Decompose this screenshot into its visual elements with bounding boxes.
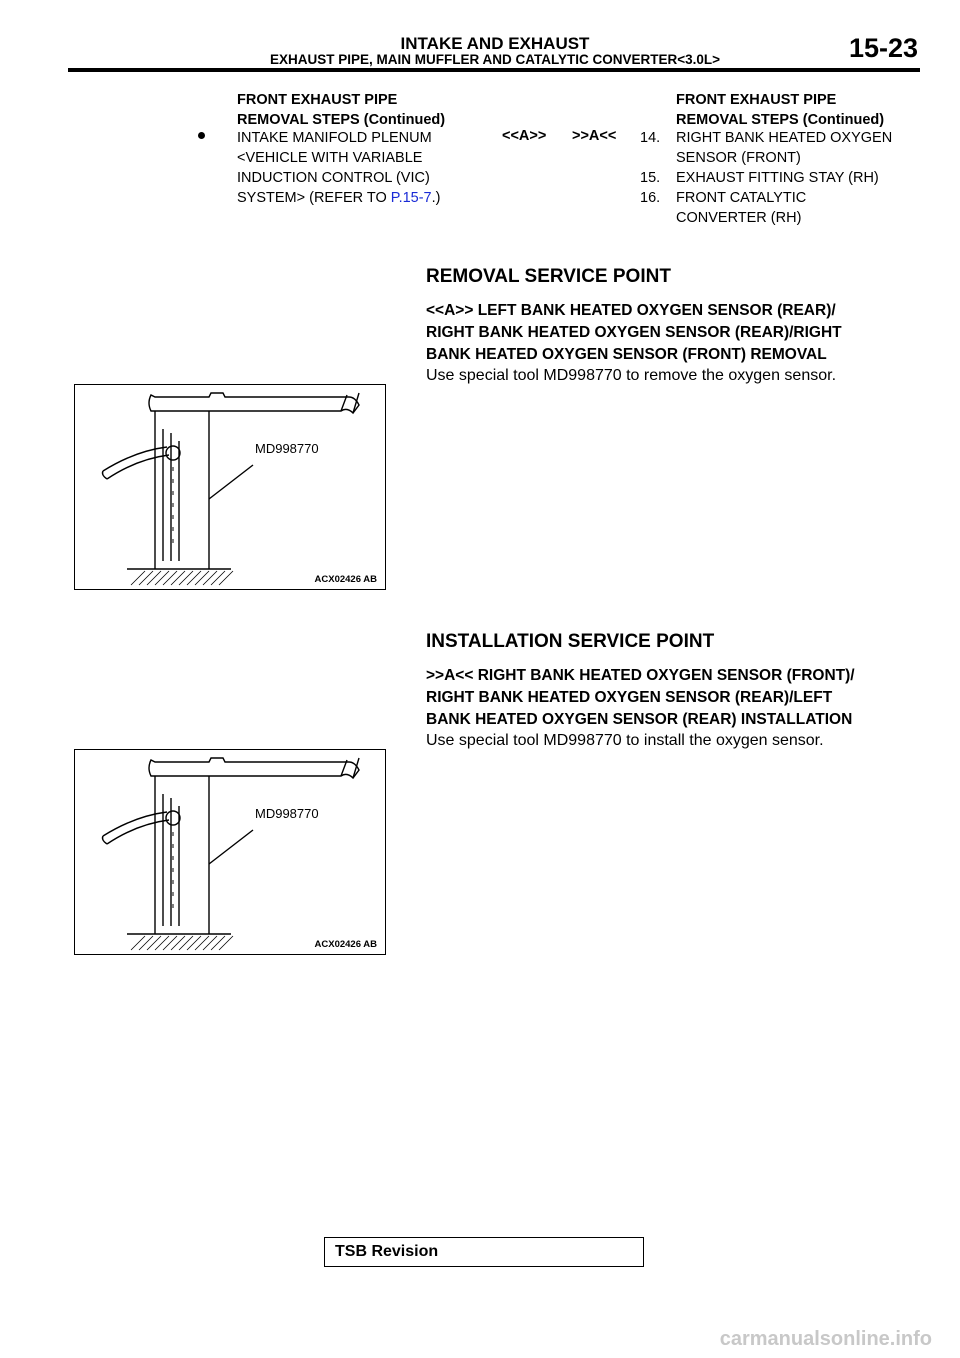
left-step-item: [237, 128, 440, 208]
section-subtitle: EXHAUST PIPE, MAIN MUFFLER AND CATALYTIC CONVERTER<3.0L>: [269, 52, 721, 67]
right-heading-line1: FRONT EXHAUST PIPE: [676, 92, 837, 108]
page-number: 15-23: [848, 33, 918, 63]
left-item-line1: INTAKE MANIFOLD PLENUM: [237, 130, 432, 146]
right-step-list: [640, 128, 892, 228]
step-text-cont: SENSOR (FRONT): [676, 150, 801, 166]
watermark: carmanualsonline.info: [719, 1328, 932, 1350]
step-number: 14.: [640, 130, 661, 146]
page-reference-link[interactable]: P.15-7: [390, 190, 432, 206]
installation-subheading: [426, 665, 926, 731]
tool-illustration: [75, 750, 387, 956]
left-item-line2: <VEHICLE WITH VARIABLE: [237, 150, 423, 166]
removal-heading: REMOVAL SERVICE POINT: [426, 266, 671, 287]
installation-figure: [74, 749, 386, 955]
installation-subheading-line: >>A<< RIGHT BANK HEATED OXYGEN SENSOR (FRONT)/: [426, 667, 855, 684]
step-text: EXHAUST FITTING STAY (RH): [676, 170, 879, 186]
installation-subheading-line: RIGHT BANK HEATED OXYGEN SENSOR (REAR)/LEFT: [426, 689, 833, 706]
removal-subheading-line: RIGHT BANK HEATED OXYGEN SENSOR (REAR)/RIGHT: [426, 324, 842, 341]
step-number: 16.: [640, 190, 661, 206]
step-number: 15.: [640, 170, 661, 186]
left-heading-line2: REMOVAL STEPS (Continued): [237, 112, 446, 128]
installation-heading: INSTALLATION SERVICE POINT: [426, 631, 715, 652]
bullet-icon: [198, 132, 205, 139]
tsb-revision-box: [324, 1237, 644, 1267]
tool-illustration: [75, 385, 387, 591]
figure-id: ACX02426 AB: [314, 574, 377, 585]
left-column-heading: [237, 90, 445, 130]
step-item-14: [640, 128, 892, 168]
header-rule: [68, 68, 920, 72]
step-text-cont: CONVERTER (RH): [676, 210, 802, 226]
right-heading-line2: REMOVAL STEPS (Continued): [676, 112, 885, 128]
removal-subheading-line: <<A>> LEFT BANK HEATED OXYGEN SENSOR (REAR)/: [426, 302, 836, 319]
removal-figure: [74, 384, 386, 590]
step-text: RIGHT BANK HEATED OXYGEN: [676, 130, 893, 146]
tool-callout-label: MD998770: [255, 441, 319, 456]
left-item-line4: [237, 188, 440, 208]
step-text: FRONT CATALYTIC: [676, 190, 807, 206]
step-item-16: [640, 188, 892, 228]
section-title: INTAKE AND EXHAUST: [400, 34, 590, 53]
left-item-line4-suffix: .): [431, 190, 441, 206]
left-item-line4-prefix: SYSTEM> (REFER TO: [237, 190, 391, 206]
tsb-revision-label: TSB Revision: [335, 1243, 439, 1260]
removal-subheading: [426, 300, 926, 366]
left-heading-line1: FRONT EXHAUST PIPE: [237, 92, 398, 108]
installation-subheading-line: BANK HEATED OXYGEN SENSOR (REAR) INSTALLATION: [426, 711, 853, 728]
tool-callout-label: MD998770: [255, 806, 319, 821]
figure-id: ACX02426 AB: [314, 939, 377, 950]
removal-instruction: Use special tool MD998770 to remove the oxygen sensor.: [426, 367, 837, 384]
right-column-heading: [676, 90, 884, 130]
removal-subheading-line: BANK HEATED OXYGEN SENSOR (FRONT) REMOVAL: [426, 346, 827, 363]
installation-instruction: Use special tool MD998770 to install the oxygen sensor.: [426, 732, 824, 749]
left-item-line3: INDUCTION CONTROL (VIC): [237, 170, 430, 186]
installation-code: >>A<<: [572, 128, 617, 144]
removal-code: <<A>>: [502, 128, 547, 144]
step-item-15: [640, 168, 892, 188]
